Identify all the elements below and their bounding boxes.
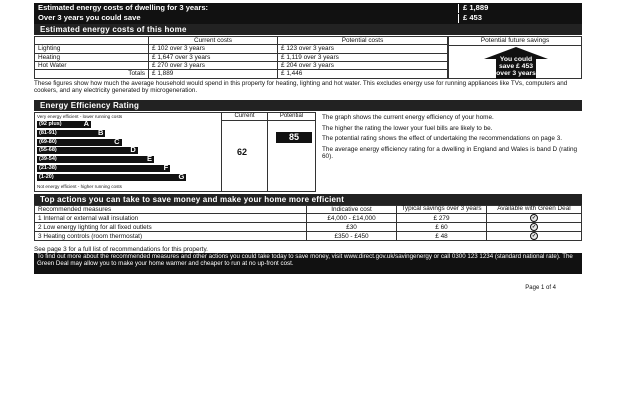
potential-savings-title: Potential future savings <box>449 37 581 46</box>
cost-row-current: £ 270 over 3 years <box>149 62 278 70</box>
rating-band-letter: A <box>83 119 89 128</box>
table-row <box>35 62 448 70</box>
actions-header-row <box>35 206 582 214</box>
page-number: Page 1 of 4 <box>525 285 556 291</box>
efficiency-section-title: Energy Efficiency Rating <box>34 100 582 111</box>
rating-band-letter: G <box>178 171 185 181</box>
cost-section-title: Estimated energy costs of this home <box>34 24 582 35</box>
actions-col-measure: Recommended measures <box>35 206 307 214</box>
potential-savings-line3: over 3 years <box>496 70 536 78</box>
green-deal-check-icon: ✓ <box>531 224 537 231</box>
actions-col-saving: Typical savings over 3 years <box>397 206 487 214</box>
cost-col-current: Current costs <box>149 37 278 45</box>
see-page-note: See page 3 for a full list of recommendations for this property. <box>34 246 208 253</box>
savings-value: £ 453 <box>458 14 578 23</box>
current-column-header: Current <box>222 113 267 121</box>
actions-col-cost: Indicative cost <box>307 206 397 214</box>
measure-name: 1 Internal or external wall insulation <box>35 214 307 223</box>
potential-column <box>267 113 315 191</box>
potential-savings-text <box>484 56 548 77</box>
table-row <box>35 223 582 232</box>
rating-band-c <box>37 136 122 146</box>
rating-band-range: (69-80) <box>39 138 57 145</box>
savings-label: Over 3 years you could save <box>38 13 141 22</box>
rating-band-range: (39-54) <box>39 156 57 163</box>
potential-column-header: Potential <box>268 113 315 121</box>
rating-band-letter: B <box>97 127 104 137</box>
measure-name: 2 Low energy lighting for all fixed outlets <box>35 223 307 232</box>
totals-row <box>35 70 448 78</box>
info-bar: To find out more about the recommended measures and other actions you could take today to save money, visit www.direct.gov.uk/savingenergy or call 0300 123 1234 (standard national rate). The Green Deal may allow you to make your home warmer and cheaper to run at no up-front cost. <box>34 253 582 274</box>
explanation-paragraph: The average energy efficiency rating for a dwelling in England and Wales is band D (rating 60). <box>322 145 578 160</box>
actions-col-green-deal: Available with Green Deal <box>487 206 582 214</box>
green-deal-cell <box>487 214 582 223</box>
totals-current: £ 1,889 <box>149 70 278 78</box>
cost-row-potential: £ 204 over 3 years <box>278 62 448 70</box>
cost-row-label: Lighting <box>35 45 149 53</box>
potential-savings-line1: You could <box>499 56 533 63</box>
rating-band-e <box>37 156 154 163</box>
potential-savings-box <box>448 36 582 79</box>
measure-name: 3 Heating controls (room thermostat) <box>35 232 307 241</box>
cost-note: These figures show how much the average household would spend in this property for heating, lighting and hot water. This excludes energy use for running appliances like TVs, computers and cookers, and any electricity generated by microgeneration. <box>34 80 568 95</box>
potential-rating: 85 <box>276 132 312 143</box>
rating-bottom-caption: Not energy efficient - higher running costs <box>37 184 122 189</box>
rating-band-range: (1-20) <box>39 173 54 180</box>
measure-saving: £ 60 <box>397 223 487 232</box>
cost-col-potential: Potential costs <box>278 37 448 45</box>
rating-band-range: (21-38) <box>39 165 57 171</box>
potential-savings-line2: save £ 453 <box>498 63 534 71</box>
table-row <box>35 214 582 223</box>
cost-table-header <box>35 37 448 45</box>
rating-band-range: (55-68) <box>39 147 57 154</box>
rating-band-letter: F <box>163 163 169 172</box>
cost-row-potential: £ 123 over 3 years <box>278 45 448 53</box>
efficiency-rating-chart <box>34 112 316 192</box>
actions-table <box>34 205 582 241</box>
cost-row-label: Hot Water <box>35 62 149 70</box>
rating-band-letter: C <box>114 136 120 146</box>
efficiency-explanation <box>322 114 584 164</box>
rating-band-letter: D <box>130 145 136 155</box>
green-deal-check-icon: ✓ <box>531 233 537 240</box>
green-deal-cell <box>487 223 582 232</box>
explanation-paragraph: The higher the rating the lower your fuel bills are likely to be. <box>322 124 493 132</box>
cost-row-label: Heating <box>35 53 149 61</box>
rating-band-a <box>37 121 91 128</box>
green-deal-cell <box>487 232 582 241</box>
cost-row-potential: £ 1,119 over 3 years <box>278 53 448 61</box>
measure-cost: £4,000 - £14,000 <box>307 214 397 223</box>
cost-row-current: £ 1,647 over 3 years <box>149 53 278 61</box>
rating-band-b <box>37 127 105 137</box>
measure-saving: £ 48 <box>397 232 487 241</box>
rating-band-range: (81-91) <box>39 129 57 136</box>
rating-band-range: (92 plus) <box>39 121 62 127</box>
table-row <box>35 45 448 53</box>
rating-band-d <box>37 147 138 154</box>
totals-potential: £ 1,446 <box>278 70 448 78</box>
explanation-paragraph: The graph shows the current energy efficiency of your home. <box>322 114 494 121</box>
cost-col-blank <box>35 37 149 45</box>
measure-saving: £ 279 <box>397 214 487 223</box>
savings-row <box>34 13 582 24</box>
table-row <box>35 53 448 61</box>
cost-row-current: £ 102 over 3 years <box>149 45 278 53</box>
current-rating: 62 <box>237 147 248 157</box>
rating-band-f <box>37 165 170 172</box>
cost-table <box>34 36 448 79</box>
rating-band-g <box>37 171 186 181</box>
green-deal-check-icon: ✓ <box>531 215 537 222</box>
explanation-paragraph: The potential rating shows the effect of undertaking the recommendations on page 3. <box>322 135 563 143</box>
estimated-costs-label: Estimated energy costs of dwelling for 3 years: <box>38 3 209 12</box>
rating-top-caption: Very energy efficient - lower running costs <box>37 114 123 119</box>
table-row <box>35 232 582 241</box>
totals-label: Totals <box>35 70 149 78</box>
actions-section-title: Top actions you can take to save money and make your home more efficient <box>34 194 582 205</box>
measure-cost: £30 <box>307 223 397 232</box>
estimated-costs-value: £ 1,889 <box>458 4 578 13</box>
current-column <box>221 113 267 191</box>
measure-cost: £350 - £450 <box>307 232 397 241</box>
rating-band-letter: E <box>146 154 152 164</box>
